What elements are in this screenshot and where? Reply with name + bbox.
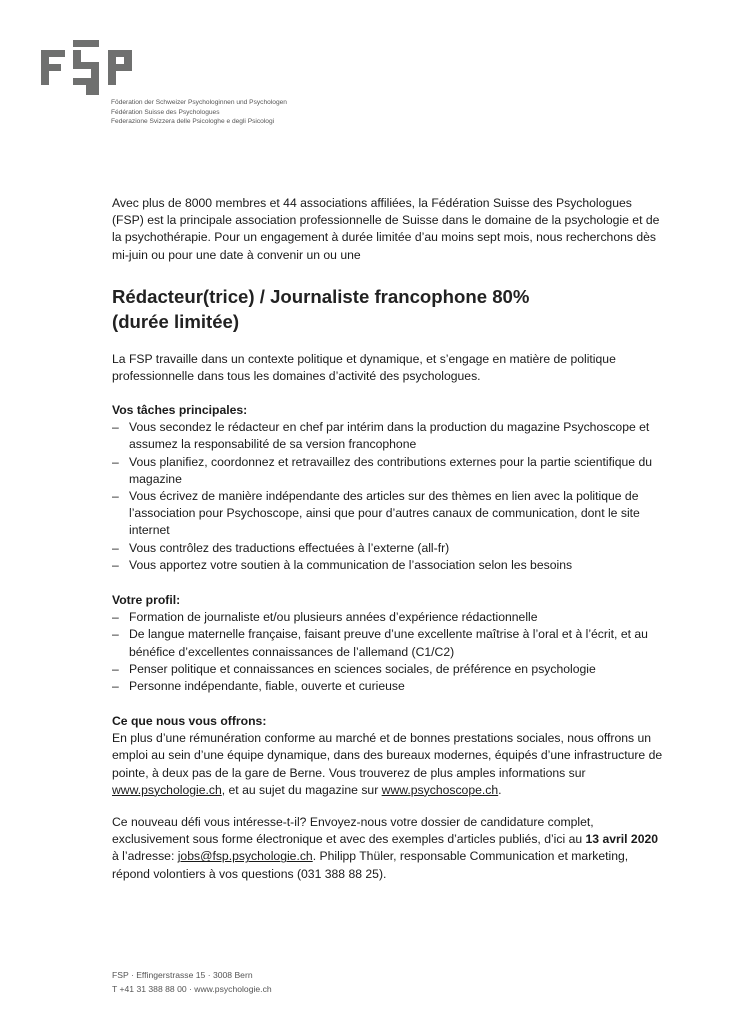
closing-text-2: à l’adresse: [112,849,178,864]
intro-paragraph: Avec plus de 8000 membres et 44 associations affiliées, la Fédération Suisse des Psychologues (FSP) est la principale association professionnelle de Suisse dans le domaine de la psychologie et de la psychothérapie. Pour un engagement à durée limitée d’au moins sept mois, nous recherchons dès mi-juin ou pour une date à convenir un ou une [112,196,660,262]
jobs-email-link[interactable]: jobs@fsp.psychologie.ch [177,849,313,864]
psychoscope-link[interactable]: www.psychoscope.ch [381,782,499,797]
list-item: – Vous apportez votre soutien à la communication de l’association selon les besoins [112,557,664,574]
tasks-section [112,402,664,574]
job-title-line-1: Rédacteur(trice) / Journaliste francophone 80% [112,286,530,307]
list-item: – Vous planifiez, coordonnez et retravaillez des contributions externes pour la partie scientifique du magazine [112,454,664,488]
list-item: – Vous secondez le rédacteur en chef par intérim dans la production du magazine Psychoscope et assumez la responsabilité de sa version francophone [112,419,664,453]
list-item: – Vous écrivez de manière indépendante des articles sur des thèmes en lien avec la politique de l’association pour Psychoscope, ainsi que pour d’autres canaux de communication, dont le site internet [112,488,664,540]
org-names [111,98,287,127]
list-item: – Personne indépendante, fiable, ouverte et curieuse [112,678,664,695]
psychologie-link[interactable]: www.psychologie.ch [112,782,222,797]
list-item: – De langue maternelle française, faisant preuve d’une excellente maîtrise à l’oral et à l’écrit, et au bénéfice d’excellentes connaissances de l’allemand (C1/C2) [112,626,664,660]
offer-mid-text: , et au sujet du magazine sur [221,782,382,797]
org-name-it: Federazione Svizzera delle Psicologhe e degli Psicologi [111,118,275,126]
footer [112,969,272,996]
footer-address: FSP · Effingerstrasse 15 · 3008 Bern [112,970,253,980]
closing-text-3: . Philipp Thüler, responsable Communication et marketing, répond volontiers à vos questions (031 388 88 25). [112,849,629,881]
footer-contact: T +41 31 388 88 00 · www.psychologie.ch [112,983,272,994]
org-name-de: Föderation der Schweizer Psychologinnen und Psychologen [111,99,287,106]
context-paragraph: La FSP travaille dans un contexte politique et dynamique, et s’engage en matière de politique professionnelle dans tous les domaines d’activité des psychologues. [112,352,616,384]
offer-section [112,713,664,799]
offer-paragraph [112,730,664,799]
list-item: – Formation de journaliste et/ou plusieurs années d’expérience rédactionnelle [112,609,664,626]
profile-section [112,592,664,695]
profile-list [112,609,664,695]
offer-end-text: . [498,782,502,797]
fsp-logo [41,40,321,135]
list-item: – Vous contrôlez des traductions effectuées à l’externe (all-fr) [112,540,664,557]
tasks-title: Vos tâches principales: [112,403,248,417]
offer-title: Ce que nous vous offrons: [112,714,267,728]
closing-text-1: Ce nouveau défi vous intéresse-t-il? Envoyez-nous votre dossier de candidature complet, exclusivement sous forme électronique et avec des exemples d’articles publiés, d’ici au [112,815,594,847]
tasks-list [112,419,664,574]
profile-title: Votre profil: [112,593,181,607]
job-title-line-2: (durée limitée) [112,311,240,332]
closing-paragraph [112,814,664,883]
org-name-fr: Fédération Suisse des Psychologues [111,108,220,116]
offer-text: En plus d’une rémunération conforme au marché et de bonnes prestations sociales, nous offrons un emploi au sein d’une équipe dynamique, dans des bureaux modernes, équipés d’une infrastructure de pointe, à deux pas de la gare de Berne. Vous trouverez de plus amples informations sur [112,731,663,780]
list-item: – Penser politique et connaissances en sciences sociales, de préférence en psychologie [112,661,664,678]
job-title [112,284,529,334]
fsp-logo-mark [41,40,151,95]
application-deadline: 13 avril 2020 [585,832,659,847]
